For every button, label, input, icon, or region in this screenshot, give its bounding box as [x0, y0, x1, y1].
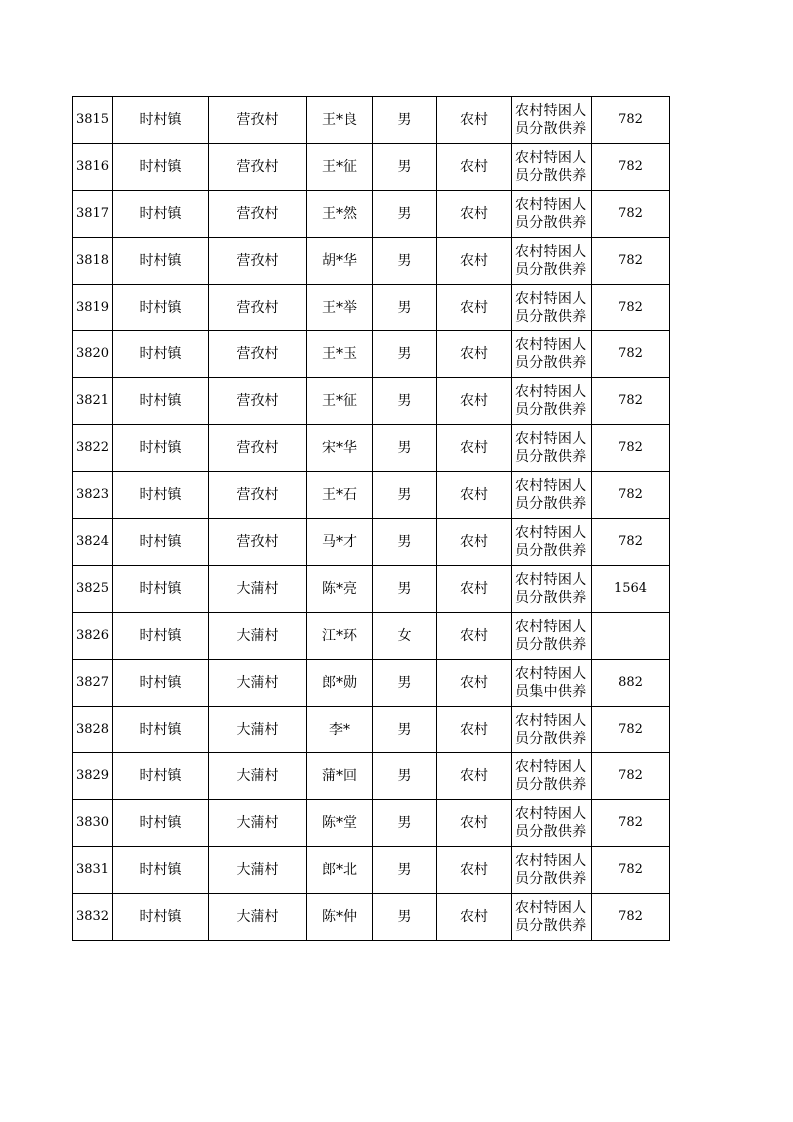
gender-cell: 男 [373, 97, 437, 144]
row-number-cell: 3831 [73, 847, 113, 894]
support-type-cell: 农村特困人员分散供养 [512, 425, 592, 472]
village-cell: 大蒲村 [209, 565, 307, 612]
town-cell: 时村镇 [113, 143, 209, 190]
name-cell: 陈*堂 [307, 800, 373, 847]
amount-cell: 882 [592, 659, 670, 706]
area-cell: 农村 [437, 565, 512, 612]
table-row [73, 565, 670, 612]
town-cell: 时村镇 [113, 565, 209, 612]
village-cell: 营孜村 [209, 425, 307, 472]
row-number-cell: 3822 [73, 425, 113, 472]
gender-cell: 男 [373, 565, 437, 612]
support-type-cell: 农村特困人员分散供养 [512, 472, 592, 519]
row-number-cell: 3830 [73, 800, 113, 847]
gender-cell: 男 [373, 378, 437, 425]
town-cell: 时村镇 [113, 612, 209, 659]
row-number-cell: 3823 [73, 472, 113, 519]
town-cell: 时村镇 [113, 847, 209, 894]
village-cell: 营孜村 [209, 237, 307, 284]
town-cell: 时村镇 [113, 706, 209, 753]
name-cell: 郎*勋 [307, 659, 373, 706]
name-cell: 郎*北 [307, 847, 373, 894]
amount-cell: 782 [592, 472, 670, 519]
amount-cell: 782 [592, 143, 670, 190]
table-row [73, 706, 670, 753]
town-cell: 时村镇 [113, 894, 209, 941]
village-cell: 营孜村 [209, 284, 307, 331]
table-row [73, 97, 670, 144]
amount-cell: 782 [592, 847, 670, 894]
area-cell: 农村 [437, 706, 512, 753]
town-cell: 时村镇 [113, 378, 209, 425]
gender-cell: 男 [373, 800, 437, 847]
support-type-cell: 农村特困人员分散供养 [512, 753, 592, 800]
table-row [73, 143, 670, 190]
table-row [73, 894, 670, 941]
area-cell: 农村 [437, 800, 512, 847]
name-cell: 陈*亮 [307, 565, 373, 612]
amount-cell: 782 [592, 190, 670, 237]
amount-cell: 1564 [592, 565, 670, 612]
support-type-cell: 农村特困人员分散供养 [512, 847, 592, 894]
support-type-cell: 农村特困人员分散供养 [512, 190, 592, 237]
amount-cell: 782 [592, 706, 670, 753]
name-cell: 王*石 [307, 472, 373, 519]
table-body [73, 97, 670, 941]
village-cell: 大蒲村 [209, 800, 307, 847]
row-number-cell: 3828 [73, 706, 113, 753]
area-cell: 农村 [437, 284, 512, 331]
gender-cell: 男 [373, 143, 437, 190]
amount-cell: 782 [592, 519, 670, 566]
gender-cell: 男 [373, 237, 437, 284]
table-row [73, 847, 670, 894]
name-cell: 陈*仲 [307, 894, 373, 941]
town-cell: 时村镇 [113, 331, 209, 378]
name-cell: 江*环 [307, 612, 373, 659]
area-cell: 农村 [437, 143, 512, 190]
name-cell: 王*征 [307, 378, 373, 425]
gender-cell: 女 [373, 612, 437, 659]
name-cell: 李* [307, 706, 373, 753]
amount-cell: 782 [592, 894, 670, 941]
row-number-cell: 3817 [73, 190, 113, 237]
area-cell: 农村 [437, 331, 512, 378]
area-cell: 农村 [437, 659, 512, 706]
row-number-cell: 3832 [73, 894, 113, 941]
name-cell: 宋*华 [307, 425, 373, 472]
town-cell: 时村镇 [113, 97, 209, 144]
row-number-cell: 3815 [73, 97, 113, 144]
name-cell: 蒲*回 [307, 753, 373, 800]
row-number-cell: 3826 [73, 612, 113, 659]
row-number-cell: 3818 [73, 237, 113, 284]
gender-cell: 男 [373, 190, 437, 237]
village-cell: 大蒲村 [209, 753, 307, 800]
amount-cell: 782 [592, 97, 670, 144]
support-type-cell: 农村特困人员分散供养 [512, 378, 592, 425]
table-row [73, 472, 670, 519]
row-number-cell: 3819 [73, 284, 113, 331]
table-row [73, 519, 670, 566]
row-number-cell: 3824 [73, 519, 113, 566]
village-cell: 营孜村 [209, 472, 307, 519]
support-type-cell: 农村特困人员集中供养 [512, 659, 592, 706]
town-cell: 时村镇 [113, 753, 209, 800]
village-cell: 营孜村 [209, 331, 307, 378]
village-cell: 营孜村 [209, 97, 307, 144]
area-cell: 农村 [437, 519, 512, 566]
town-cell: 时村镇 [113, 237, 209, 284]
area-cell: 农村 [437, 97, 512, 144]
support-type-cell: 农村特困人员分散供养 [512, 519, 592, 566]
village-cell: 大蒲村 [209, 847, 307, 894]
gender-cell: 男 [373, 894, 437, 941]
amount-cell: 782 [592, 284, 670, 331]
table-row [73, 659, 670, 706]
support-type-cell: 农村特困人员分散供养 [512, 800, 592, 847]
gender-cell: 男 [373, 847, 437, 894]
area-cell: 农村 [437, 894, 512, 941]
village-cell: 大蒲村 [209, 894, 307, 941]
support-type-cell: 农村特困人员分散供养 [512, 237, 592, 284]
village-cell: 营孜村 [209, 143, 307, 190]
table-row [73, 284, 670, 331]
table-row [73, 237, 670, 284]
name-cell: 王*玉 [307, 331, 373, 378]
gender-cell: 男 [373, 659, 437, 706]
row-number-cell: 3829 [73, 753, 113, 800]
town-cell: 时村镇 [113, 472, 209, 519]
village-cell: 大蒲村 [209, 659, 307, 706]
gender-cell: 男 [373, 472, 437, 519]
town-cell: 时村镇 [113, 519, 209, 566]
name-cell: 王*然 [307, 190, 373, 237]
table-row [73, 800, 670, 847]
village-cell: 营孜村 [209, 378, 307, 425]
row-number-cell: 3825 [73, 565, 113, 612]
village-cell: 大蒲村 [209, 612, 307, 659]
support-type-cell: 农村特困人员分散供养 [512, 97, 592, 144]
town-cell: 时村镇 [113, 659, 209, 706]
table-row [73, 378, 670, 425]
area-cell: 农村 [437, 612, 512, 659]
amount-cell: 782 [592, 753, 670, 800]
village-cell: 营孜村 [209, 519, 307, 566]
row-number-cell: 3820 [73, 331, 113, 378]
table-row [73, 331, 670, 378]
row-number-cell: 3821 [73, 378, 113, 425]
amount-cell: 782 [592, 425, 670, 472]
town-cell: 时村镇 [113, 800, 209, 847]
relief-roster-table [72, 96, 670, 941]
town-cell: 时村镇 [113, 190, 209, 237]
name-cell: 王*良 [307, 97, 373, 144]
town-cell: 时村镇 [113, 284, 209, 331]
amount-cell [592, 612, 670, 659]
name-cell: 马*才 [307, 519, 373, 566]
support-type-cell: 农村特困人员分散供养 [512, 565, 592, 612]
amount-cell: 782 [592, 331, 670, 378]
support-type-cell: 农村特困人员分散供养 [512, 706, 592, 753]
support-type-cell: 农村特困人员分散供养 [512, 894, 592, 941]
area-cell: 农村 [437, 472, 512, 519]
amount-cell: 782 [592, 237, 670, 284]
gender-cell: 男 [373, 706, 437, 753]
table-row [73, 612, 670, 659]
row-number-cell: 3827 [73, 659, 113, 706]
support-type-cell: 农村特困人员分散供养 [512, 284, 592, 331]
area-cell: 农村 [437, 378, 512, 425]
table-row [73, 190, 670, 237]
name-cell: 王*征 [307, 143, 373, 190]
name-cell: 胡*华 [307, 237, 373, 284]
support-type-cell: 农村特困人员分散供养 [512, 612, 592, 659]
gender-cell: 男 [373, 284, 437, 331]
amount-cell: 782 [592, 800, 670, 847]
area-cell: 农村 [437, 237, 512, 284]
gender-cell: 男 [373, 753, 437, 800]
amount-cell: 782 [592, 378, 670, 425]
area-cell: 农村 [437, 190, 512, 237]
gender-cell: 男 [373, 519, 437, 566]
village-cell: 营孜村 [209, 190, 307, 237]
area-cell: 农村 [437, 425, 512, 472]
name-cell: 王*举 [307, 284, 373, 331]
support-type-cell: 农村特困人员分散供养 [512, 331, 592, 378]
area-cell: 农村 [437, 753, 512, 800]
table-row [73, 425, 670, 472]
row-number-cell: 3816 [73, 143, 113, 190]
town-cell: 时村镇 [113, 425, 209, 472]
area-cell: 农村 [437, 847, 512, 894]
table-row [73, 753, 670, 800]
gender-cell: 男 [373, 331, 437, 378]
village-cell: 大蒲村 [209, 706, 307, 753]
gender-cell: 男 [373, 425, 437, 472]
support-type-cell: 农村特困人员分散供养 [512, 143, 592, 190]
